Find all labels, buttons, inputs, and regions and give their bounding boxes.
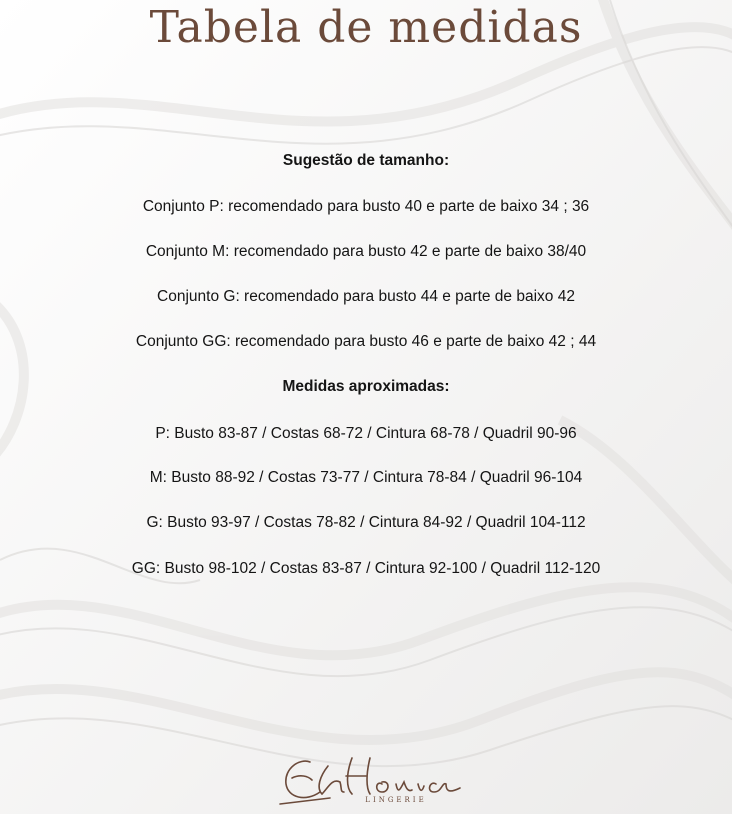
brand-subtitle: LINGERIE — [365, 796, 427, 804]
brand-logo — [270, 748, 470, 814]
suggestion-line-m: Conjunto M: recomendado para busto 42 e parte de baixo 38/40 — [145, 243, 587, 260]
measures-heading: Medidas aproximadas: — [282, 378, 450, 395]
suggestion-line-gg: Conjunto GG: recomendado para busto 46 e parte de baixo 42 ; 44 — [135, 333, 597, 350]
suggestion-heading: Sugestão de tamanho: — [282, 152, 450, 169]
suggestion-line-g: Conjunto G: recomendado para busto 44 e parte de baixo 42 — [157, 288, 575, 305]
measures-line-gg: GG: Busto 98-102 / Costas 83-87 / Cintura 92-100 / Quadril 112-120 — [131, 560, 601, 577]
measures-line-p: P: Busto 83-87 / Costas 68-72 / Cintura 68-78 / Quadril 90-96 — [155, 425, 577, 442]
suggestion-line-p: Conjunto P: recomendado para busto 40 e parte de baixo 34 ; 36 — [142, 198, 590, 215]
measures-line-m: M: Busto 88-92 / Costas 73-77 / Cintura 78-84 / Quadril 96-104 — [149, 469, 583, 486]
page-title: Tabela de medidas — [149, 2, 583, 53]
measures-line-g: G: Busto 93-97 / Costas 78-82 / Cintura 84-92 / Quadril 104-112 — [146, 514, 586, 531]
